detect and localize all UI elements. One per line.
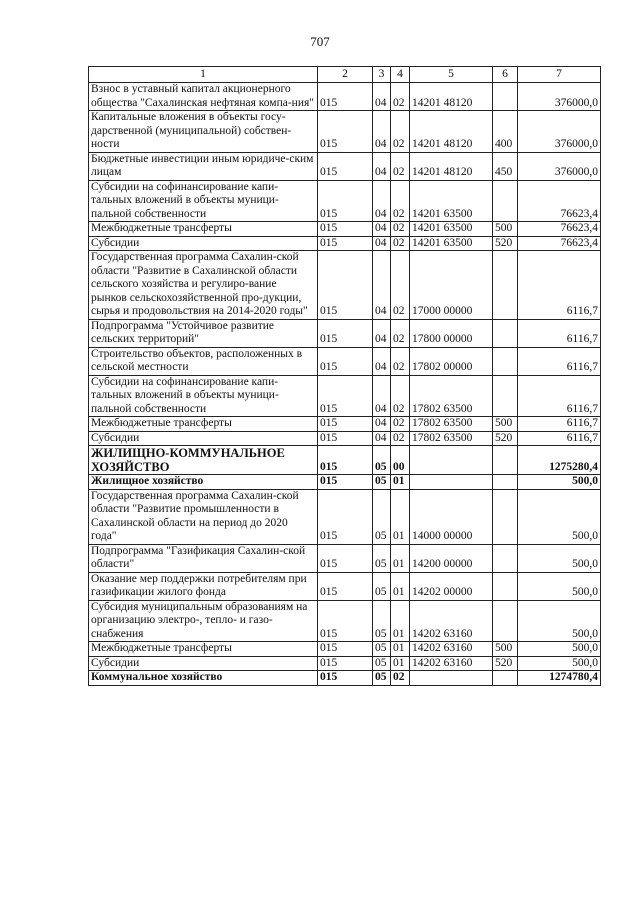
row-target-article-cell	[410, 671, 493, 686]
header-col-7: 7	[518, 67, 601, 83]
row-amount-cell: 376000,0	[518, 111, 601, 153]
table-row	[89, 180, 601, 222]
header-col-3: 3	[373, 67, 391, 83]
row-target-article-cell: 14201 48120	[410, 83, 493, 111]
row-admin-code-cell: 015	[318, 475, 373, 490]
row-subsection-cell: 02	[391, 111, 410, 153]
row-name-cell: Межбюджетные трансферты	[89, 642, 318, 657]
row-admin-code-cell: 015	[318, 152, 373, 180]
row-name-cell: Жилищное хозяйство	[89, 475, 318, 490]
row-target-article-cell: 17802 63500	[410, 417, 493, 432]
row-amount-cell: 376000,0	[518, 83, 601, 111]
row-expense-type-cell	[493, 544, 518, 572]
table-row	[89, 319, 601, 347]
table-row	[89, 671, 601, 686]
row-target-article-cell: 14202 63160	[410, 642, 493, 657]
row-admin-code-cell: 015	[318, 489, 373, 544]
row-subsection-cell: 02	[391, 431, 410, 446]
row-section-cell: 05	[373, 671, 391, 686]
row-amount-cell: 6116,7	[518, 319, 601, 347]
table-row	[89, 475, 601, 490]
table-row	[89, 642, 601, 657]
table-row	[89, 600, 601, 642]
row-expense-type-cell: 520	[493, 431, 518, 446]
row-name-cell: Субсидии на софинансирование капи-тальных вложений в объекты муници-пальной собственности	[89, 375, 318, 417]
row-expense-type-cell: 450	[493, 152, 518, 180]
row-expense-type-cell: 500	[493, 222, 518, 237]
header-col-5: 5	[410, 67, 493, 83]
row-subsection-cell: 02	[391, 319, 410, 347]
row-expense-type-cell: 500	[493, 417, 518, 432]
row-subsection-cell: 02	[391, 222, 410, 237]
row-amount-cell: 500,0	[518, 600, 601, 642]
row-section-cell: 05	[373, 600, 391, 642]
table-row	[89, 83, 601, 111]
row-section-cell: 04	[373, 152, 391, 180]
row-admin-code-cell: 015	[318, 236, 373, 251]
row-subsection-cell: 02	[391, 417, 410, 432]
row-subsection-cell: 00	[391, 446, 410, 475]
table-row	[89, 544, 601, 572]
row-subsection-cell: 01	[391, 489, 410, 544]
row-admin-code-cell: 015	[318, 180, 373, 222]
row-section-cell: 04	[373, 319, 391, 347]
row-name-cell: Межбюджетные трансферты	[89, 417, 318, 432]
row-admin-code-cell: 015	[318, 375, 373, 417]
row-subsection-cell: 01	[391, 656, 410, 671]
table-row	[89, 375, 601, 417]
row-amount-cell: 6116,7	[518, 431, 601, 446]
row-admin-code-cell: 015	[318, 347, 373, 375]
row-name-cell: Коммунальное хозяйство	[89, 671, 318, 686]
row-expense-type-cell: 400	[493, 111, 518, 153]
row-target-article-cell: 14202 63160	[410, 656, 493, 671]
row-subsection-cell: 01	[391, 642, 410, 657]
row-target-article-cell: 14201 63500	[410, 222, 493, 237]
row-subsection-cell: 02	[391, 236, 410, 251]
row-amount-cell: 76623,4	[518, 222, 601, 237]
row-amount-cell: 500,0	[518, 572, 601, 600]
row-admin-code-cell: 015	[318, 656, 373, 671]
row-section-cell: 05	[373, 475, 391, 490]
row-amount-cell: 6116,7	[518, 347, 601, 375]
row-expense-type-cell	[493, 446, 518, 475]
table-row	[89, 222, 601, 237]
row-name-cell: Подпрограмма "Газификация Сахалин-ской области"	[89, 544, 318, 572]
row-subsection-cell: 01	[391, 572, 410, 600]
row-admin-code-cell: 015	[318, 83, 373, 111]
row-expense-type-cell: 520	[493, 236, 518, 251]
row-expense-type-cell: 500	[493, 642, 518, 657]
row-expense-type-cell	[493, 375, 518, 417]
row-target-article-cell	[410, 446, 493, 475]
row-expense-type-cell: 520	[493, 656, 518, 671]
row-expense-type-cell	[493, 489, 518, 544]
row-subsection-cell: 02	[391, 671, 410, 686]
table-row	[89, 417, 601, 432]
row-section-cell: 05	[373, 446, 391, 475]
row-section-cell: 05	[373, 642, 391, 657]
row-expense-type-cell	[493, 180, 518, 222]
row-name-cell: Субсидии	[89, 431, 318, 446]
row-target-article-cell: 17802 63500	[410, 375, 493, 417]
table-row	[89, 489, 601, 544]
table-row	[89, 251, 601, 320]
row-target-article-cell: 17000 00000	[410, 251, 493, 320]
row-expense-type-cell	[493, 83, 518, 111]
row-admin-code-cell: 015	[318, 642, 373, 657]
row-subsection-cell: 02	[391, 83, 410, 111]
row-expense-type-cell	[493, 475, 518, 490]
row-amount-cell: 500,0	[518, 656, 601, 671]
row-amount-cell: 500,0	[518, 475, 601, 490]
table-header-row	[89, 67, 601, 83]
row-name-cell: Государственная программа Сахалин-ской области "Развитие промышленности в Сахалинской области на период до 2020 года"	[89, 489, 318, 544]
row-name-cell: Взнос в уставный капитал акционерного общества "Сахалинская нефтяная компа-ния"	[89, 83, 318, 111]
row-expense-type-cell	[493, 251, 518, 320]
row-target-article-cell: 14201 48120	[410, 152, 493, 180]
row-name-cell: Субсидии на софинансирование капи-тальных вложений в объекты муници-пальной собственности	[89, 180, 318, 222]
row-name-cell: Строительство объектов, расположенных в сельской местности	[89, 347, 318, 375]
row-name-cell: Межбюджетные трансферты	[89, 222, 318, 237]
row-subsection-cell: 01	[391, 475, 410, 490]
row-target-article-cell	[410, 475, 493, 490]
budget-table	[88, 66, 601, 686]
row-name-cell: Бюджетные инвестиции иным юридиче-ским лицам	[89, 152, 318, 180]
row-amount-cell: 500,0	[518, 642, 601, 657]
row-subsection-cell: 02	[391, 375, 410, 417]
row-admin-code-cell: 015	[318, 600, 373, 642]
row-name-cell: Оказание мер поддержки потребителям при газификации жилого фонда	[89, 572, 318, 600]
row-target-article-cell: 14201 63500	[410, 180, 493, 222]
row-name-cell: Капитальные вложения в объекты госу-дарственной (муниципальной) собствен-ности	[89, 111, 318, 153]
row-amount-cell: 1274780,4	[518, 671, 601, 686]
row-target-article-cell: 17802 63500	[410, 431, 493, 446]
row-target-article-cell: 14000 00000	[410, 489, 493, 544]
row-section-cell: 04	[373, 417, 391, 432]
row-expense-type-cell	[493, 347, 518, 375]
header-col-4: 4	[391, 67, 410, 83]
row-section-cell: 05	[373, 656, 391, 671]
row-section-cell: 04	[373, 180, 391, 222]
table-row	[89, 572, 601, 600]
table-row	[89, 111, 601, 153]
header-col-6: 6	[493, 67, 518, 83]
table-row	[89, 656, 601, 671]
row-name-cell: Субсидия муниципальным образованиям на организацию электро-, тепло- и газо-снабжения	[89, 600, 318, 642]
row-admin-code-cell: 015	[318, 431, 373, 446]
row-target-article-cell: 17802 00000	[410, 347, 493, 375]
row-subsection-cell: 02	[391, 251, 410, 320]
row-amount-cell: 6116,7	[518, 375, 601, 417]
row-admin-code-cell: 015	[318, 446, 373, 475]
row-admin-code-cell: 015	[318, 544, 373, 572]
table-row	[89, 152, 601, 180]
page-number: 707	[310, 34, 330, 49]
row-target-article-cell: 14201 48120	[410, 111, 493, 153]
row-section-cell: 05	[373, 572, 391, 600]
row-name-cell: Субсидии	[89, 656, 318, 671]
row-admin-code-cell: 015	[318, 222, 373, 237]
row-amount-cell: 500,0	[518, 544, 601, 572]
row-subsection-cell: 02	[391, 152, 410, 180]
row-admin-code-cell: 015	[318, 111, 373, 153]
row-section-cell: 04	[373, 431, 391, 446]
row-expense-type-cell	[493, 600, 518, 642]
row-amount-cell: 76623,4	[518, 236, 601, 251]
table-row	[89, 347, 601, 375]
row-amount-cell: 6116,7	[518, 251, 601, 320]
table-row	[89, 446, 601, 475]
row-section-cell: 04	[373, 236, 391, 251]
row-subsection-cell: 02	[391, 180, 410, 222]
row-subsection-cell: 01	[391, 544, 410, 572]
row-target-article-cell: 14200 00000	[410, 544, 493, 572]
row-amount-cell: 76623,4	[518, 180, 601, 222]
header-col-1: 1	[89, 67, 318, 83]
row-target-article-cell: 14201 63500	[410, 236, 493, 251]
row-expense-type-cell	[493, 572, 518, 600]
row-section-cell: 04	[373, 222, 391, 237]
row-name-cell: ЖИЛИЩНО-КОММУНАЛЬНОЕ ХОЗЯЙСТВО	[89, 446, 318, 475]
table-row	[89, 236, 601, 251]
row-target-article-cell: 14202 63160	[410, 600, 493, 642]
row-expense-type-cell	[493, 319, 518, 347]
row-target-article-cell: 17800 00000	[410, 319, 493, 347]
row-admin-code-cell: 015	[318, 572, 373, 600]
row-section-cell: 05	[373, 489, 391, 544]
row-section-cell: 04	[373, 251, 391, 320]
row-expense-type-cell	[493, 671, 518, 686]
row-section-cell: 04	[373, 375, 391, 417]
row-section-cell: 05	[373, 544, 391, 572]
row-section-cell: 04	[373, 83, 391, 111]
row-admin-code-cell: 015	[318, 671, 373, 686]
row-section-cell: 04	[373, 111, 391, 153]
header-col-2: 2	[318, 67, 373, 83]
row-amount-cell: 500,0	[518, 489, 601, 544]
row-name-cell: Субсидии	[89, 236, 318, 251]
row-admin-code-cell: 015	[318, 319, 373, 347]
row-amount-cell: 1275280,4	[518, 446, 601, 475]
row-amount-cell: 376000,0	[518, 152, 601, 180]
row-admin-code-cell: 015	[318, 251, 373, 320]
row-section-cell: 04	[373, 347, 391, 375]
row-subsection-cell: 01	[391, 600, 410, 642]
row-name-cell: Государственная программа Сахалин-ской области "Развитие в Сахалинской области сельского хозяйства и регулиро-вание рынков сельскохозяйственной про-дукции, сырья и продовольствия на 2014-2020 годы"	[89, 251, 318, 320]
table-row	[89, 431, 601, 446]
row-name-cell: Подпрограмма "Устойчивое развитие сельских территорий"	[89, 319, 318, 347]
row-admin-code-cell: 015	[318, 417, 373, 432]
row-subsection-cell: 02	[391, 347, 410, 375]
row-amount-cell: 6116,7	[518, 417, 601, 432]
row-target-article-cell: 14202 00000	[410, 572, 493, 600]
